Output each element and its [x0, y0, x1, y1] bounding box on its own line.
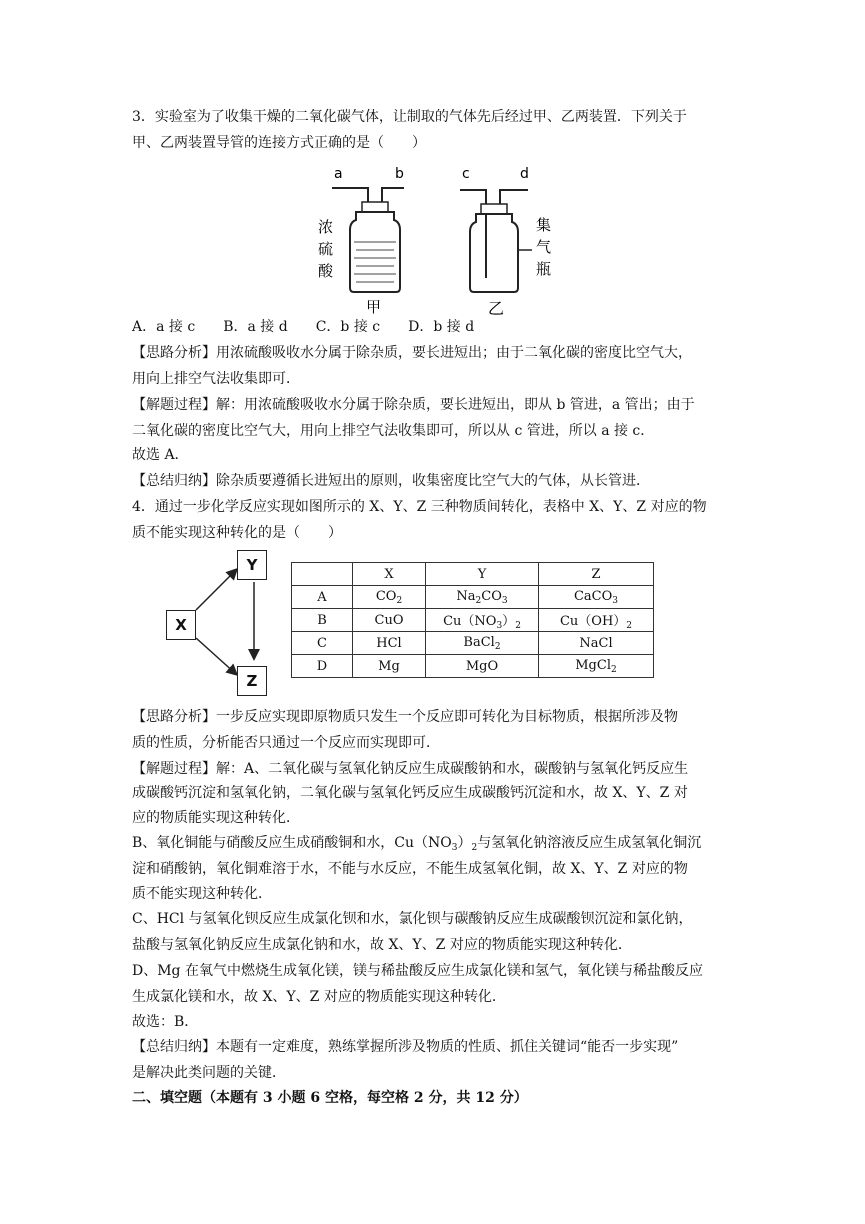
q4-option-c-line-2: 盐酸与氢氧化钠反应生成氯化钠和水，故 X、Y、Z 对应的物质能实现这种转化．	[132, 937, 632, 953]
table-header: Z	[539, 563, 654, 586]
label-jia: 甲	[366, 298, 382, 316]
table-cell: CuO	[353, 609, 426, 632]
table-row	[292, 609, 654, 632]
label-c: c	[462, 166, 470, 182]
jar-char-2: 气	[536, 238, 552, 256]
table-row	[292, 586, 654, 609]
q4-summary-line-2: 是解决此类问题的关键．	[132, 1065, 286, 1081]
label-d: d	[520, 166, 529, 182]
table-row	[292, 655, 654, 678]
arrow-x-to-y	[196, 570, 236, 610]
table-cell: Mg	[353, 655, 426, 678]
q4-process-line-1: 【解题过程】解：A、二氧化碳与氢氧化钠反应生成碳酸钠和水，碳酸钠与氢氧化钙反应生	[132, 761, 689, 777]
q3-process-line-2: 二氧化碳的密度比空气大，用向上排空气法收集即可，所以从 c 管进，所以 a 接 c．	[132, 423, 655, 439]
q4-answer: 故选：B．	[132, 1014, 199, 1030]
table-cell: $CO_2$	[353, 586, 426, 609]
tube-c	[460, 190, 486, 278]
table-cell: CaCO$_3$	[539, 586, 654, 609]
table-header: Y	[426, 563, 539, 586]
q4-option-c-line-1: C、HCl 与氢氧化钡反应生成氯化钡和水，氯化钡与碳酸钠反应生成碳酸钡沉淀和氯化钠，	[132, 911, 693, 927]
jar-char-3: 瓶	[536, 260, 552, 278]
label-yi: 乙	[488, 299, 505, 318]
q3-summary: 【总结归纳】除杂质要遵循长进短出的原则，收集密度比空气大的气体，从长管进．	[132, 473, 650, 489]
table-cell: C	[292, 632, 353, 655]
arrow-x-to-z	[196, 638, 236, 674]
table-header-row	[292, 563, 654, 586]
label-b: b	[395, 166, 404, 182]
q4-process-line-2: 成碳酸钙沉淀和氢氧化钠，二氧化碳与氢氧化钙反应生成碳酸钙沉淀和水，故 X、Y、Z 对	[132, 785, 688, 801]
stopper-jia	[362, 202, 388, 212]
label-a: a	[334, 166, 343, 182]
substance-table	[291, 562, 654, 678]
table-cell: B	[292, 609, 353, 632]
table-cell: $Cu(OH)_2$	[539, 609, 654, 632]
q3-analysis-line-2: 用向上排空气法收集即可．	[132, 371, 300, 387]
q3-process-line-1: 【解题过程】解：用浓硫酸吸收水分属于除杂质，要长进短出，即从 b 管进，a 管出；由于	[132, 397, 695, 413]
table-cell: BaCl$_2$	[426, 632, 539, 655]
q3-analysis-line-1: 【思路分析】用浓硫酸吸收水分属于除杂质，要长进短出；由于二氧化碳的密度比空气大，	[132, 345, 692, 361]
acid-char-2: 硫	[318, 240, 334, 258]
q3-answer: 故选 A．	[132, 447, 189, 463]
q4-analysis-line-1: 【思路分析】一步反应实现即原物质只发生一个反应即可转化为目标物质，根据所涉及物	[132, 709, 678, 725]
q4-stem-line-2: 质不能实现这种转化的是（ ）	[132, 525, 342, 541]
node-x: X	[166, 610, 196, 640]
q3-stem-line-2: 甲、乙两装置导管的连接方式正确的是（ ）	[132, 135, 426, 151]
table-cell: D	[292, 655, 353, 678]
xyz-relation-diagram	[160, 546, 290, 706]
node-y: Y	[237, 550, 267, 580]
table-cell: MgCl$_2$	[539, 655, 654, 678]
jar-char-1: 集	[536, 216, 552, 234]
gas-apparatus-figure	[300, 160, 570, 320]
table-cell: MgO	[426, 655, 539, 678]
table-cell: HCl	[353, 632, 426, 655]
q4-stem-line-1: 4．通过一步化学反应实现如图所示的 X、Y、Z 三种物质间转化，表格中 X、Y、Z 对应的物	[132, 499, 707, 515]
q4-option-b-line-3: 质不能实现这种转化．	[132, 886, 272, 902]
table-header	[292, 563, 353, 586]
q4-option-d-line-1: D、Mg 在氧气中燃烧生成氧化镁，镁与稀盐酸反应生成氯化镁和氢气，氧化镁与稀盐酸反应	[132, 963, 703, 979]
table-cell: $Cu(NO_3)_2$	[426, 609, 539, 632]
q4-summary-line-1: 【总结归纳】本题有一定难度，熟练掌握所涉及物质的性质、抓住关键词“能否一步实现”	[132, 1039, 679, 1055]
table-cell: A	[292, 586, 353, 609]
node-z: Z	[237, 666, 267, 696]
q4-option-b-line-2: 淀和硝酸钠，氧化铜难溶于水，不能与水反应，不能生成氢氧化铜，故 X、Y、Z 对应的物	[132, 861, 688, 877]
table-header: X	[353, 563, 426, 586]
q4-option-b-line-1: B、氧化铜能与硝酸反应生成硝酸铜和水，$Cu(NO_3)_2$与氢氧化钠溶液反应生成氢氧化铜沉	[132, 835, 702, 853]
bottle-yi	[470, 214, 518, 292]
table-cell: NaCl	[539, 632, 654, 655]
acid-char-3: 酸	[318, 262, 334, 280]
stopper-yi	[481, 204, 507, 214]
table-cell: $Na_2CO_3$	[426, 586, 539, 609]
section-2-heading: 二、填空题（本题有 3 小题 6 空格，每空格 2 分，共 12 分）	[132, 1090, 528, 1106]
acid-char-1: 浓	[318, 218, 334, 236]
q4-option-d-line-2: 生成氯化镁和水，故 X、Y、Z 对应的物质能实现这种转化．	[132, 989, 506, 1005]
q4-analysis-line-2: 质的性质，分析能否只通过一个反应而实现即可．	[132, 735, 440, 751]
bottle-jia	[350, 212, 400, 292]
table-row	[292, 632, 654, 655]
q3-options: A．a 接 c B．a 接 d C．b 接 c D．b 接 d	[132, 319, 475, 335]
q4-process-line-3: 应的物质能实现这种转化．	[132, 810, 300, 826]
q3-stem-line-1: 3．实验室为了收集干燥的二氧化碳气体，让制取的气体先后经过甲、乙两装置．下列关于	[132, 109, 687, 125]
